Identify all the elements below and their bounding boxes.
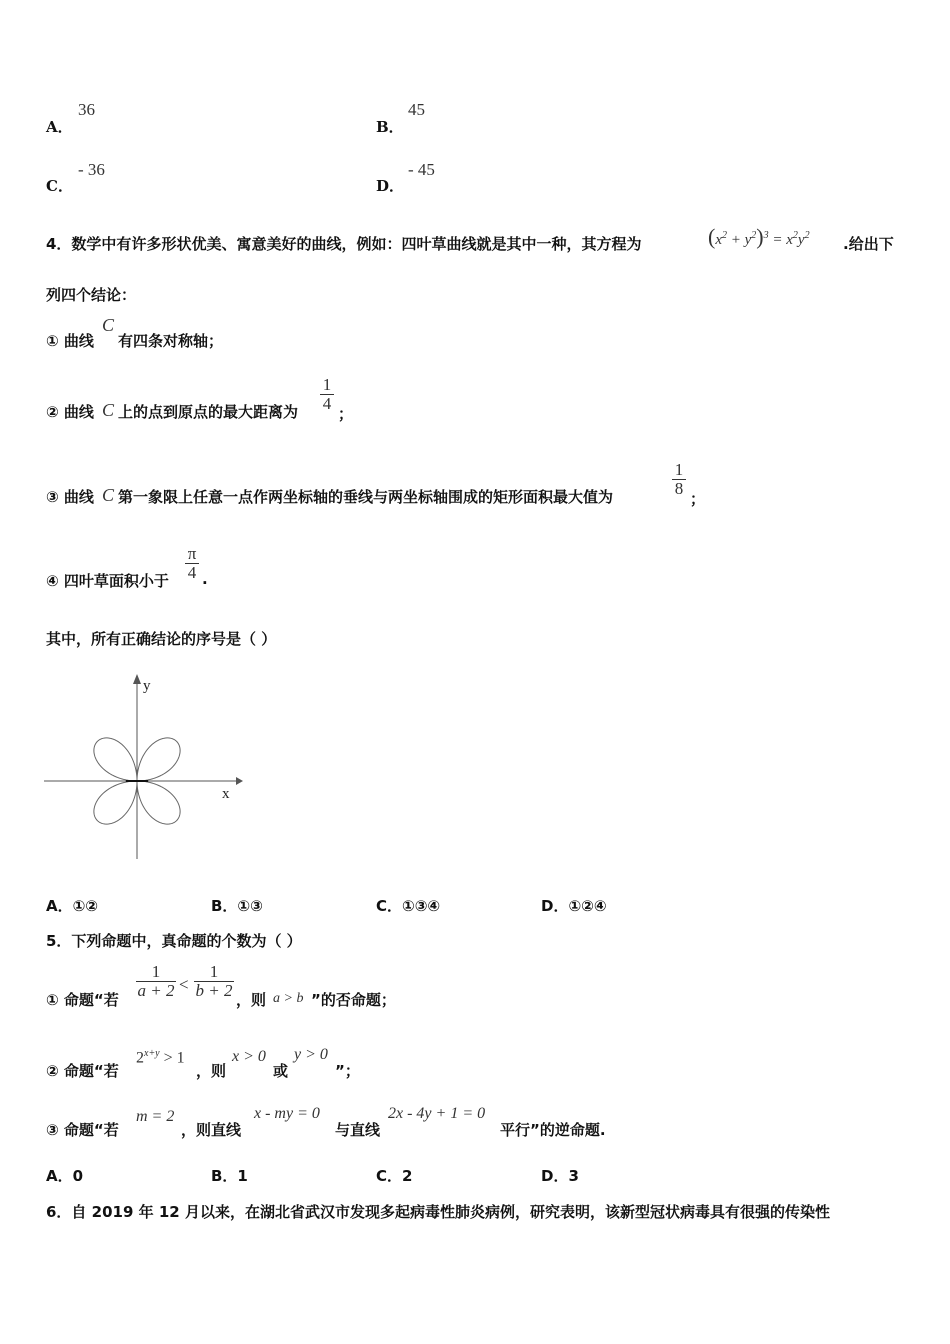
q4-statement-4-end: .	[202, 570, 208, 588]
y-axis-arrow	[133, 674, 141, 684]
q4-option-d: D．①②④	[541, 897, 607, 915]
q4-curve-letter: C	[102, 485, 115, 505]
exp-power: x+y	[144, 1048, 160, 1059]
y-axis-label: y	[143, 678, 151, 694]
q4-statement-3-end: ；	[690, 490, 706, 508]
q3-option-a-value: 36	[78, 100, 95, 119]
q4-option-c: C．①③④	[376, 897, 441, 915]
frac-denominator: 4	[187, 563, 197, 582]
frac-numerator: 1	[674, 460, 684, 479]
q4-curve-letter: C	[102, 400, 115, 420]
q5-prop-1-suffix: ”的否命题；	[311, 991, 396, 1009]
q4-statement-1-suffix: 有四条对称轴；	[118, 332, 224, 350]
q5-prop-3-m: m = 2	[136, 1108, 175, 1125]
q5-prop-2-expression	[136, 1048, 185, 1067]
q5-prop-1-prefix: ① 命题“若	[46, 991, 119, 1009]
x-axis-label: x	[222, 786, 230, 802]
q5-prop-1-mid: ，则	[236, 991, 267, 1009]
q5-prop-2-cond-1: x > 0	[232, 1048, 266, 1065]
q4-question: 其中，所有正确结论的序号是（ ）	[46, 630, 277, 648]
q5-prop-2-mid: ，则	[196, 1062, 227, 1080]
fraction-one-eighth	[672, 461, 686, 498]
q4-stem-line2: 列四个结论：	[46, 286, 137, 304]
x-axis-arrow	[236, 777, 243, 785]
q4-option-a: A．①②	[46, 897, 99, 915]
q4-curve-letter: C	[102, 315, 115, 335]
q4-statement-3-prefix: ③ 曲线	[46, 488, 94, 506]
frac-denominator: 4	[322, 394, 332, 413]
frac-numerator: π	[187, 544, 197, 563]
q3-option-c-value: - 36	[78, 160, 105, 179]
frac-denominator: a + 2	[137, 981, 175, 1000]
q4-equation: $(x^2 + y^2)^3 = x^2y^2$	[708, 224, 810, 249]
q5-prop-2-or: 或	[273, 1062, 289, 1080]
fraction-1-over-a-plus-2	[136, 963, 176, 1000]
frac-denominator: b + 2	[195, 981, 233, 1000]
q5-prop-3-suffix: 平行”的逆命题.	[500, 1121, 606, 1139]
q6-stem: 6．自 2019 年 12 月以来，在湖北省武汉市发现多起病毒性肺炎病例，研究表明，该新型冠状病毒具有很强的传染性	[46, 1203, 830, 1221]
fraction-one-quarter	[320, 376, 334, 413]
q4-statement-2-suffix: 上的点到原点的最大距离为	[118, 403, 299, 421]
q5-option-b: B．1	[211, 1167, 248, 1185]
q4-statement-3-suffix: 第一象限上任意一点作两坐标轴的垂线与两坐标轴围成的矩形面积最大值为	[118, 488, 614, 506]
q3-option-c-label: C．	[46, 177, 73, 195]
four-leaf-clover-graph	[40, 670, 250, 865]
q5-stem: 5．下列命题中，真命题的个数为（ ）	[46, 932, 302, 950]
exp-base: 2	[136, 1049, 144, 1067]
q4-option-b: B．①③	[211, 897, 263, 915]
frac-denominator: 8	[674, 479, 684, 498]
q4-statement-1-prefix: ① 曲线	[46, 332, 94, 350]
q5-prop-3-line-2: 2x - 4y + 1 = 0	[388, 1105, 486, 1122]
q5-prop-3-with: 与直线	[335, 1121, 381, 1139]
q5-prop-2-cond-2: y > 0	[294, 1046, 328, 1063]
frac-numerator: 1	[209, 962, 219, 981]
q3-option-b-value: 45	[408, 100, 425, 119]
q4-stem-line1-tail: .给出下	[843, 235, 894, 253]
q5-prop-3-prefix: ③ 命题“若	[46, 1121, 119, 1139]
q4-statement-2-end: ；	[338, 405, 354, 423]
q4-stem-line1: 4．数学中有许多形状优美、寓意美好的曲线，例如：四叶草曲线就是其中一种，其方程为	[46, 235, 642, 253]
q5-prop-3-line-1: x - my = 0	[254, 1105, 320, 1122]
q5-prop-3-mid: ，则直线	[181, 1121, 242, 1139]
q5-option-c: C．2	[376, 1167, 413, 1185]
q3-option-d-value: - 45	[408, 160, 435, 179]
frac-numerator: 1	[151, 962, 161, 981]
exp-rest: > 1	[159, 1049, 185, 1067]
q5-prop-2-suffix: ”；	[335, 1062, 360, 1080]
q5-prop-2-prefix: ② 命题“若	[46, 1062, 119, 1080]
q5-option-a: A．0	[46, 1167, 84, 1185]
frac-numerator: 1	[322, 375, 332, 394]
less-than-sign: <	[179, 975, 189, 994]
q5-prop-1-condition: a > b	[273, 991, 304, 1006]
q4-statement-4-prefix: ④ 四叶草面积小于	[46, 572, 169, 590]
q4-statement-2-prefix: ② 曲线	[46, 403, 94, 421]
q3-option-b-label: B．	[376, 118, 404, 136]
q5-option-d: D．3	[541, 1167, 579, 1185]
fraction-pi-quarter	[185, 545, 199, 582]
q3-option-d-label: D．	[376, 177, 405, 195]
fraction-1-over-b-plus-2	[194, 963, 234, 1000]
q3-option-a-label: A．	[46, 118, 73, 136]
